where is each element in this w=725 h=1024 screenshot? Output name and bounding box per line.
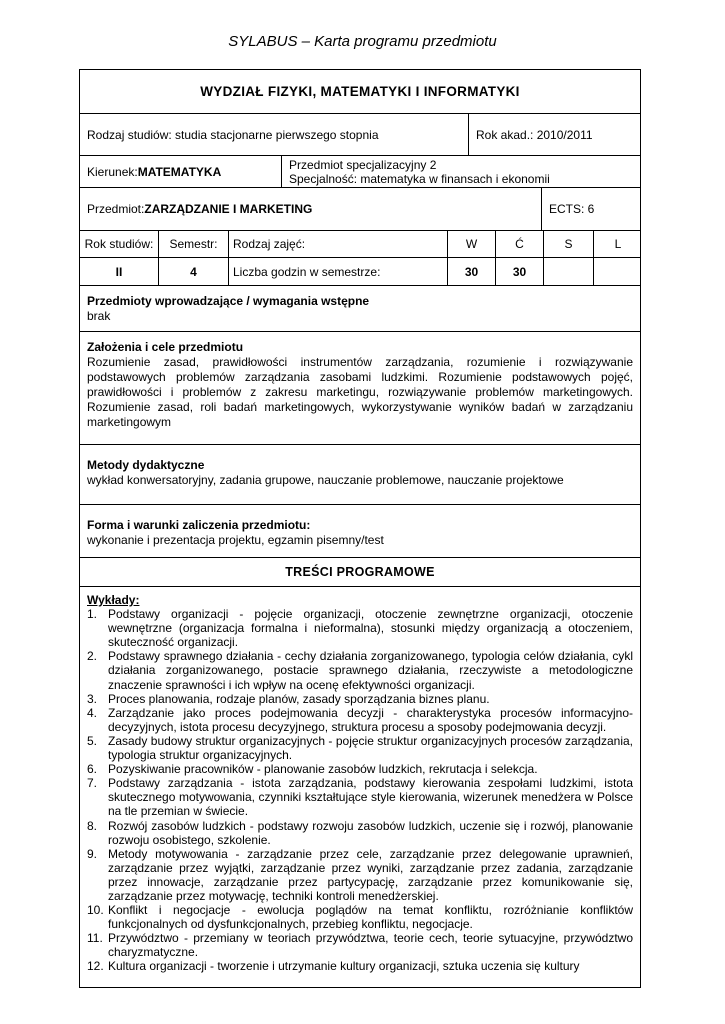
year-value: II [80,258,159,286]
lecture-item [87,819,633,847]
direction-value: MATEMATYKA [137,164,222,179]
lecture-number: 9. [87,846,98,861]
lecture-item [87,692,633,706]
lecture-item [87,649,633,691]
lecture-text: Proces planowania, rodzaje planów, zasady sporządzania biznes planu. [108,691,490,706]
lecture-text: Metody motywowania - zarządzanie przez cele, zarządzanie przez delegowanie uprawnień, zarządzanie przez wyjątki, zarządzanie przez wyniki, zarządzanie przez zadania, zarządzanie przez innowacje, zarządzanie przez partycypację, zarządzanie przez komunikowanie się, zarządzanie przez motywację, techniki kontroli menedżerskiej. [108,846,633,903]
specialization-subject: Przedmiot specjalizacyjny 2 [289,157,437,172]
lecture-list [87,607,633,973]
lecture-item [87,762,633,776]
form-heading: Forma i warunki zaliczenia przedmiotu: [87,518,311,532]
exercises-header: Ć [496,231,544,258]
prerequisites-body: brak [87,309,111,323]
lecture-text: Podstawy organizacji - pojęcie organizacji, otoczenie zewnętrzne organizacji, otoczenie wewnętrzne (organizacja formalna i nieformalna), stosunki między organizacją a otoczeniem, skuteczność organizacji. [108,607,633,650]
semester-value: 4 [159,258,229,286]
lecture-number: 1. [87,607,98,622]
lecture-number: 3. [87,691,98,706]
hours-label: Liczba godzin w semestrze: [229,258,448,286]
lecture-number: 10. [87,903,104,918]
lab-hours [594,258,641,286]
lecture-header: W [448,231,496,258]
lecture-text: Zarządzanie jako proces podejmowania decyzji - charakterystyka procesów informacyjno-decyzyjnych, istota procesu decyzyjnego, struktura procesu a sposoby podejmowania decyzji. [108,705,633,734]
lecture-text: Podstawy sprawnego działania - cechy działania zorganizowanego, typologia celów działania, cykl działania zorganizowanego, postacie sprawnego działania, rzeczywiste a metodologiczne znaczenie sprawności i ich wpływ na ocenę efektywności organizacji. [108,649,633,692]
lecture-text: Rozwój zasobów ludzkich - podstawy rozwoju zasobów ludzkich, uczenie się i rozwój, planowanie rozwoju osobistego, szkolenie. [108,818,633,847]
subject-value: ZARZĄDZANIE I MARKETING [144,202,313,216]
lecture-item [87,959,633,973]
lecture-text: Pozyskiwanie pracowników - planowanie zasobów ludzkich, rekrutacja i selekcja. [108,762,538,777]
contents-heading: TREŚCI PROGRAMOWE [80,558,640,587]
direction-cell [80,156,282,187]
semester-header: Semestr: [159,231,229,258]
lecture-text: Przywództwo - przemiany w teoriach przywództwa, teorie cech, teorie sytuacyjne, przywództwo charyzmatyczne. [108,931,633,960]
lecture-number: 8. [87,818,98,833]
lecture-item [87,847,633,903]
exercises-hours: 30 [496,258,544,286]
seminar-header: S [544,231,594,258]
study-type-cell: Rodzaj studiów: studia stacjonarne pierwszego stopnia [80,114,469,155]
year-row [80,231,640,286]
methods-section [80,445,640,505]
lecture-text: Konflikt i negocjacje - ewolucja poglądów na temat konfliktu, rozróżnianie konfliktów funkcjonalnych od dysfunkcjonalnych, przebieg konfliktu, negocjacje. [108,903,633,932]
form-body: wykonanie i prezentacja projektu, egzamin pisemny/test [87,533,384,547]
goals-section [80,332,640,445]
lecture-item [87,903,633,931]
lecture-number: 2. [87,649,98,664]
lecture-number: 4. [87,705,98,720]
lecture-text: Zasady budowy struktur organizacyjnych - pojęcie struktur organizacyjnych procesów zarządzania, typologia struktur organizacyjnych. [108,733,633,763]
lecture-number: 12. [87,959,104,974]
direction-label: Kierunek: [87,164,138,179]
lecture-number: 5. [87,733,98,748]
lectures-heading: Wykłady: [87,593,140,607]
lecture-item [87,931,633,959]
faculty-title: WYDZIAŁ FIZYKI, MATEMATYKI I INFORMATYKI [80,70,640,114]
lecture-item [87,776,633,818]
goals-body: Rozumienie zasad, prawidłowości instrumentów zarządzania, rozumienie i rozwiązywanie podstawowych problemów zarządzania zasobami ludzkimi. Rozumienie podstawowych pojęć, prawidłowości i problemów z zakresu marketingu, rozwiązywanie problemów marketingowych. Rozumienie zasad, roli badań marketingowych, wykorzystywanie wyników badań w zarządzaniu marketingowym [87,355,633,429]
syllabus-table [79,69,641,988]
lecture-text: Kultura organizacji - tworzenie i utrzymanie kultury organizacji, sztuka uczenia się kultury [108,959,580,974]
methods-heading: Metody dydaktyczne [87,458,205,472]
lecture-item [87,706,633,734]
year-header: Rok studiów: [80,231,159,258]
specialization-name: Specjalność: matematyka w finansach i ekonomii [289,171,550,186]
methods-body: wykład konwersatoryjny, zadania grupowe, nauczanie problemowe, nauczanie projektowe [87,473,564,487]
document-header: SYLABUS – Karta programu przedmiotu [228,33,497,50]
lecture-number: 7. [87,776,98,791]
prerequisites-section [80,286,640,332]
lab-header: L [594,231,641,258]
ects-cell: ECTS: 6 [549,202,595,216]
subject-cell [80,188,542,230]
study-type-row [80,114,640,156]
lecture-hours: 30 [448,258,496,286]
seminar-hours [544,258,594,286]
form-section [80,505,640,558]
subject-row [80,188,640,231]
lecture-item [87,734,633,762]
academic-year-cell: Rok akad.: 2010/2011 [476,127,593,142]
subject-label: Przedmiot: [87,202,145,216]
lectures-section [80,587,640,974]
goals-heading: Założenia i cele przedmiotu [87,340,244,354]
direction-row [80,156,640,188]
lecture-number: 6. [87,762,98,777]
specialization-cell [282,156,640,187]
lecture-text: Podstawy zarządzania - istota zarządzania, podstawy kierowania zespołami ludzkimi, istota skutecznego motywowania, czynniki kształtujące style kierowania, wizerunek menedżera w Polsce na tle przemian w świecie. [108,776,633,819]
lecture-number: 11. [87,931,103,946]
lecture-item [87,607,633,649]
hours-grid [80,231,640,286]
prerequisites-heading: Przedmioty wprowadzające / wymagania wstępne [87,294,370,308]
class-type-header: Rodzaj zajęć: [229,231,448,258]
